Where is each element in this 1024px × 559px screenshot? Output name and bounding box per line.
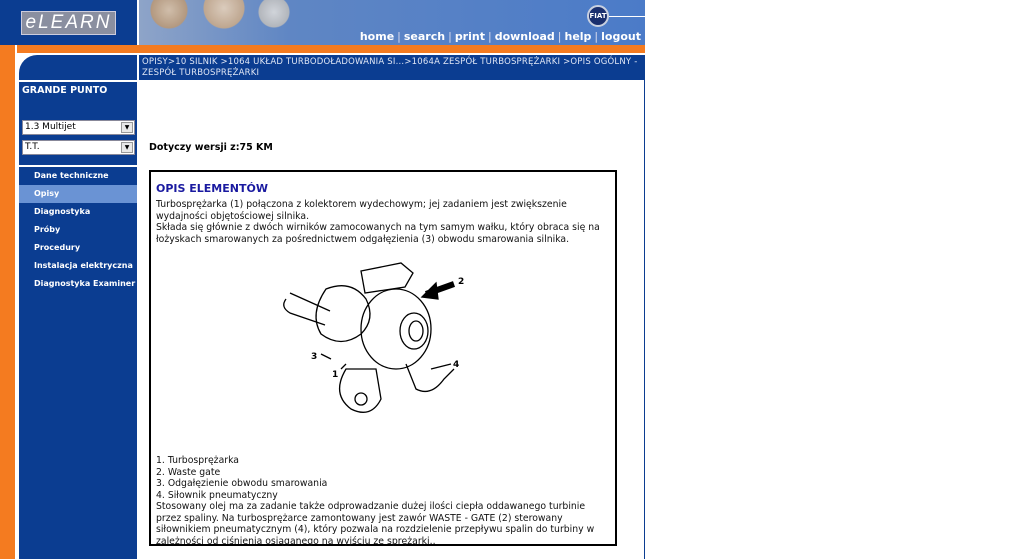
logo-text: eLEARN (21, 11, 117, 35)
outro-text: Stosowany olej ma za zadanie także odprowadzanie dużej ilości ciepła oddawanego turbinie przez spaliny. Na turbosprężarce zamontowany jest zawór WASTE - GATE (2) sterowany siłownikiem pneumatycznym (4), który pozwala na rozdzielenie przepływu spalin do turbiny w zależności od ciśnienia osiąganego na wyjściu ze sprężarki.. (156, 501, 595, 547)
chevron-down-icon[interactable]: ▼ (121, 142, 133, 153)
header-banner (137, 0, 645, 45)
nav-print[interactable]: print (454, 30, 485, 43)
elearn-logo (0, 0, 137, 45)
separator: | (448, 30, 452, 43)
separator: | (594, 30, 599, 43)
description-box (149, 170, 617, 546)
model-name: GRANDE PUNTO (22, 85, 108, 96)
orange-strip (0, 45, 17, 559)
separator: | (487, 30, 492, 43)
nav-search[interactable]: search (403, 30, 446, 43)
nav-help[interactable]: help (564, 30, 592, 43)
corner-decoration (19, 55, 137, 80)
content-border (644, 80, 645, 559)
legend-item: 3. Odgałęzienie obwodu smarowania (156, 478, 328, 489)
separator: | (397, 30, 401, 43)
sidebar-item-diagnostyka-examiner[interactable]: Diagnostyka Examiner (34, 279, 136, 288)
legend-item: 4. Siłownik pneumatyczny (156, 489, 278, 501)
banner-photo (139, 0, 299, 45)
version-select[interactable] (22, 140, 135, 155)
engine-select-value: 1.3 Multijet (25, 122, 76, 132)
nav-download[interactable]: download (494, 30, 555, 43)
engine-select[interactable] (22, 120, 135, 135)
divider (609, 16, 645, 17)
figure-label-3: 3 (311, 352, 318, 362)
orange-bar (0, 45, 645, 53)
sidebar-item-instalacja-elektryczna[interactable]: Instalacja elektryczna (34, 261, 133, 270)
intro-text: Turbosprężarka (1) połączona z kolektorem wydechowym; jej zadaniem jest zwiększenie wydajności objętościowej silnika. (156, 199, 567, 222)
sidebar (19, 80, 137, 559)
nav-logout[interactable]: logout (601, 30, 641, 43)
legend-item: 1. Turbosprężarka (156, 455, 239, 466)
sidebar-item-procedury[interactable]: Procedury (34, 243, 81, 252)
version-info: Dotyczy wersji z:75 KM (149, 142, 273, 153)
separator: | (557, 30, 562, 43)
figure-label-4: 4 (453, 360, 460, 370)
sidebar-item-proby[interactable]: Próby (34, 225, 61, 234)
section-title: OPIS ELEMENTÓW (156, 182, 268, 195)
component-legend (156, 455, 610, 501)
nav-home[interactable]: home (359, 30, 395, 43)
fiat-logo: FIAT (587, 5, 609, 27)
sidebar-item-dane-techniczne[interactable]: Dane techniczne (34, 171, 109, 180)
figure-label-1: 1 (332, 370, 339, 380)
version-select-value: T.T. (25, 142, 40, 152)
top-nav (360, 30, 641, 43)
sidebar-item-diagnostyka[interactable]: Diagnostyka (34, 207, 91, 216)
turbocharger-diagram (276, 259, 476, 429)
chevron-down-icon[interactable]: ▼ (121, 122, 133, 133)
sidebar-menu (19, 165, 137, 293)
intro-text-2: Składa się głównie z dwóch wirników zamocowanych na tym samym wałku, który obraca się na łożyskach smarowanych za pośrednictwem odgałęzienia (3) obwodu smarowania silnika. (156, 222, 600, 245)
breadcrumb: OPISY>10 SILNIK >1064 UKŁAD TURBODOŁADOWANIA SI...>1064A ZESPÓŁ TURBOSPRĘŻARKI >OPIS OGÓLNY - ZESPÓŁ TURBOSPRĘŻARKI (139, 55, 645, 80)
legend-item: 2. Waste gate (156, 466, 221, 478)
figure-label-2: 2 (458, 277, 465, 287)
sidebar-item-opisy[interactable]: Opisy (19, 185, 137, 203)
